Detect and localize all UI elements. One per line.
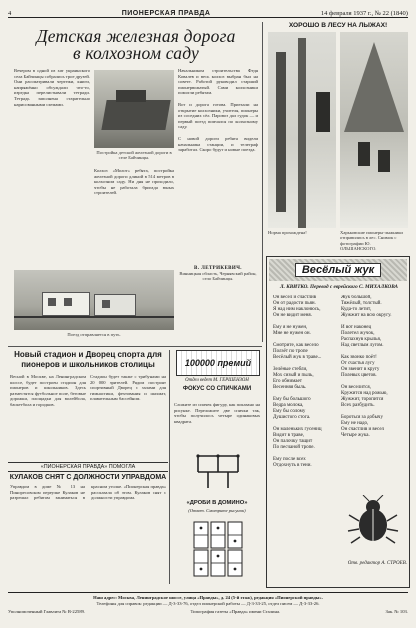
footer-phones: Телефоны для справок: редакции — Д-3-33-76, отдел пионерской работы — Д-3-33-25, отдел писем — Д-3-33-26. <box>96 600 320 606</box>
poem-line: Всех разбудить. <box>341 403 375 408</box>
poem-line: Ему бы большого <box>273 397 311 402</box>
skiing-caption-right: Харьковские пионеры-лыжники отправились в лес. Снимок с фотографии Ю. ОЛЬШАНСКОГО. <box>340 230 403 252</box>
train-photo <box>14 270 174 330</box>
poem-line: Он маленьких гусениц <box>273 427 322 432</box>
matches-text: Сложите из спичек фигуру, как показано на рисунке. Переложите две спички так, чтобы получилось четыре одинаковых квадрата. <box>174 402 260 424</box>
poem-line: Кружится над рожью, <box>341 391 388 396</box>
lead-intro: Вечером в одной из хат украинского села Байчинцы собрались трое друзей. Они рассматривали чертежи, книги, напряжённо обсуждали что-то, изредка перелистывали тетради. Тетрадь заполнена старательно нарисованными схемами. <box>14 68 90 107</box>
poem-line: Весенняя быль. <box>273 385 307 390</box>
newspaper-name: ПИОНЕРСКАЯ ПРАВДА <box>121 10 211 17</box>
poem-line: Он счастлив и весел <box>341 427 385 432</box>
footer-order: Зак. № 103. <box>385 608 408 614</box>
editor-line: Отв. редактор А. СТРОЕВ. <box>347 561 407 566</box>
page-number: 4 <box>8 10 12 17</box>
poem-line: Он звенит в кругу <box>341 367 380 372</box>
poem-line: Жужжит, торопится <box>341 397 384 402</box>
poem-line: Отдохнуть в тени. <box>273 463 312 468</box>
contest-badge <box>176 350 260 376</box>
skiing-caption-left: Норма прохождена! <box>268 230 307 235</box>
stadium-title: Новый стадион и Дворец спорта для пионеров и школьников столицы <box>14 350 162 369</box>
poem-line: По песчаной тропе. <box>273 445 315 450</box>
poem-line: Полевых цветов. <box>341 373 377 378</box>
horizontal-rule-mid <box>8 346 262 347</box>
poem-line: Жук большой, <box>341 295 372 300</box>
footer-rule <box>8 592 408 593</box>
poem-line: Жужжит на всю округу. <box>341 313 392 318</box>
poem-line: Я над ним наклонюсь, <box>273 307 321 312</box>
footer <box>8 595 408 614</box>
veselyi-zhuk-section <box>266 256 410 588</box>
poem-line: Зелёные стебли, <box>273 367 308 372</box>
poem-line: Смотрите, как весело <box>273 343 319 348</box>
kulakov-article <box>8 462 168 582</box>
kulakov-title: КУЛАКОВ СНЯТ С ДОЛЖНОСТИ УПРАВДОМА <box>9 474 167 481</box>
lead-article <box>8 18 262 343</box>
veselyi-title: Весёлый жук <box>295 263 381 277</box>
veselyi-banner <box>269 259 407 281</box>
poem-line: Мне не нужен он. <box>273 331 311 336</box>
poem-line: Полетел жучок, <box>341 331 375 336</box>
issue-date: 14 февраля 1937 г., № 22 (1840) <box>320 10 408 17</box>
vertical-rule-lead <box>262 22 263 342</box>
contest-editor-line: Отдел ведет М. ГЕРШЕНЗОН <box>185 378 249 383</box>
poem-line: Душистого стога. <box>273 415 311 420</box>
poem-line: Распахнув крылья, <box>341 337 382 342</box>
poem-line: Как звонко поёт! <box>341 355 377 360</box>
kulakov-banner: «ПИОНЕРСКАЯ ПРАВДА» ПОМОГЛА <box>8 462 168 472</box>
contest-label: 100000 премий <box>184 358 252 368</box>
lead-byline: В. ЛЕТРИКЕВИЧ. Винницкая область, Чернявский район, село Байчинцы. <box>179 266 257 282</box>
domino-figure <box>190 518 246 578</box>
footer-address: Наш адрес: Москва, Ленинградское шоссе, улица «Правды», д. 24 (5-й этаж), редакция «Пионерской правды». <box>93 595 323 600</box>
domino-note: (Ответ. Смотрите рисунок) <box>188 508 246 513</box>
contest-section <box>172 350 262 584</box>
poem-line: Ползёт по тропе <box>273 349 308 354</box>
poem-line: Ведра молока, <box>273 403 304 408</box>
footer-typography: Типография газеты «Правда» имени Сталина. <box>190 608 281 614</box>
matches-figure <box>192 450 244 492</box>
poem-line: И вот наконец <box>341 325 372 330</box>
poem-line: Его обнимает <box>273 379 302 384</box>
footer-bottom <box>8 609 408 615</box>
poem-line: Бороться за добычу <box>341 415 383 420</box>
domino-title: «ДРОБИ В ДОМИНО» <box>186 500 248 506</box>
matches-title: ФОКУС СО СПИЧКАМИ <box>182 386 252 392</box>
lead-title: Детская железная дорога в колхозном саду <box>36 26 236 63</box>
construction-photo <box>94 70 174 148</box>
running-header <box>8 4 408 18</box>
poem-line: Он палочку тащит <box>273 439 313 444</box>
skiing-photo-left <box>268 32 336 228</box>
stadium-article <box>8 350 168 462</box>
beetle-illustration <box>345 495 401 547</box>
vertical-rule-bottom <box>169 350 170 584</box>
poem-line: Ему не надо, <box>341 421 369 426</box>
translator-line: Л. КВИТКО. Перевод с еврейского С. МИХАЛКОВА <box>280 284 398 290</box>
poem-line: Он не видит меня. <box>273 313 312 318</box>
poem-left-column <box>273 295 335 557</box>
poem-line: Он весел и счастлив <box>273 295 317 300</box>
train-caption: Поезд отправляется в путь. <box>67 332 121 337</box>
construction-caption: Постройка детской железной дороги в селе Байчинцы. <box>96 150 172 161</box>
footer-censor: Уполномоченный Главлита № В-22589. <box>8 608 86 614</box>
poem-line: Четыре жука. <box>341 433 370 438</box>
stadium-column-1: Весной в Москве, на Ленинградском шоссе, будет построен стадион для пионеров и школьников. Здесь разместятся футбольное поле, беговые дорожки, площадки для волейбола, баскетбола и городков. <box>10 374 86 407</box>
skiing-feature <box>266 20 410 252</box>
poem-line: Над светлым лугом. <box>341 343 384 348</box>
poem-line: Он веселится, <box>341 385 371 390</box>
poem-line: Тяжёлый, толстый. <box>341 301 382 306</box>
skiing-title: ХОРОШО В ЛЕСУ НА ЛЫЖАХ! <box>288 22 388 29</box>
poem-line: Видит в траве, <box>273 433 305 438</box>
skiing-photo-right <box>340 32 408 228</box>
poem-line: Весёлый жук в траве... <box>273 355 322 360</box>
lead-column-2: Колхоз «Молот» ребята, постройка железной дороги длиной в 514 метров в колхозном саду. Ни дня не проходило, чтобы не работала бригада юных строителей. <box>94 168 174 196</box>
poem-line: Мох сизый и пыль, <box>273 373 314 378</box>
poem-line: Ему после всех <box>273 457 306 462</box>
stadium-column-2: Стадион будет также с трибунами на 20 000 зрителей. Рядом построят спортивный Дворец с залами для гимнастики, фехтования и шахмат, плавательным бассейном. <box>90 374 166 402</box>
poem-line: Он от радости пьян. <box>273 301 316 306</box>
poem-line: Ему я не нужен, <box>273 325 308 330</box>
poem-line: Куда-то летит, <box>341 307 372 312</box>
poem-line: От счастья лугу <box>341 361 375 366</box>
kulakov-text: Управдом в доме № 13 на Пиноресовском переулке Кулаков не разрешал ребятам заниматься в красном уголке. «Пионерская правда» рассказала об этом. Кулаков снят с должности управдома. <box>10 484 166 501</box>
poem-right-column <box>341 295 405 495</box>
lead-column-3: Начальником строительства Федя Ковалев и весь колхоз выбран был на совете. Работой руководил старший пионервожатый. Сами колхозники помогли ребятам. Вот и дорога готова. Приехали на открытие колхозники, учителя, пионеры из соседних сёл. Паровоз дал гудок — и первый поезд помчался по колхозному саду. С новой дороги ребята видели начальника станции, и телеграф заработал. Скоро будут и новые поезда. <box>178 68 258 153</box>
poem-line: Ему бы солому <box>273 409 306 414</box>
